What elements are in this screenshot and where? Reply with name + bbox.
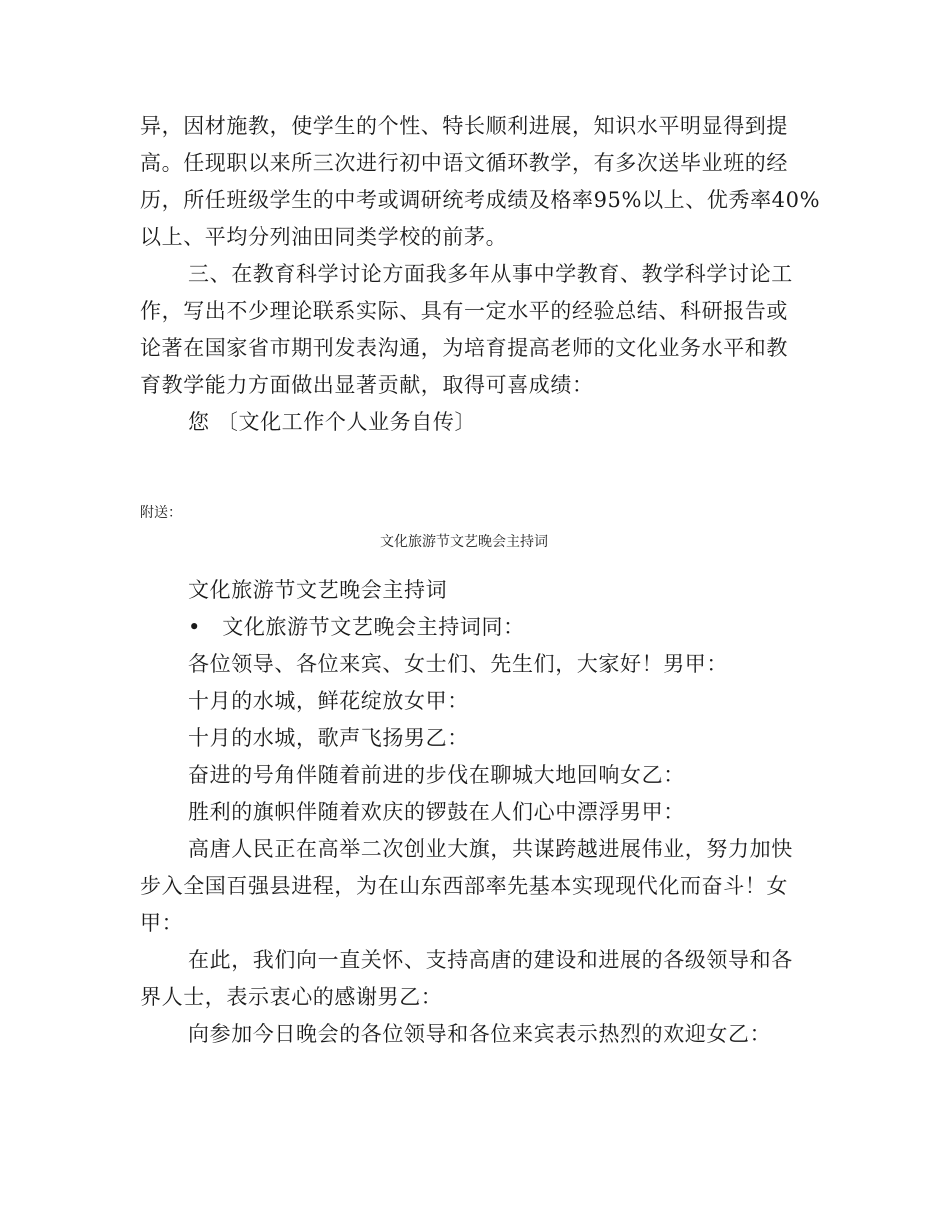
script-line: 胜利的旗帜伴随着欢庆的锣鼓在人们心中漂浮男甲： bbox=[188, 800, 685, 824]
paragraph-line: 三、在教育科学讨论方面我多年从事中学教育、教学科学讨论工 bbox=[188, 262, 793, 286]
script-line: 奋进的号角伴随着前进的步伐在聊城大地回响女乙： bbox=[188, 763, 685, 787]
paragraph-line: 作，写出不少理论联系实际、具有一定水平的经验总结、科研报告或 bbox=[140, 299, 788, 323]
script-line: 高唐人民正在高举二次创业大旗，共谋跨越进展伟业，努力加快 bbox=[188, 837, 793, 861]
paragraph-line: 以上、平均分列油田同类学校的前茅。 bbox=[140, 225, 508, 249]
bullet-text: 文化旅游节文艺晚会主持词同： bbox=[222, 615, 525, 639]
appendix-title: 文化旅游节文艺晚会主持词 bbox=[380, 534, 548, 550]
paragraph-line: 高。任现职以来所三次进行初中语文循环教学，有多次送毕业班的经 bbox=[140, 151, 788, 175]
script-heading: 文化旅游节文艺晚会主持词 bbox=[188, 578, 448, 602]
paragraph-line: 论著在国家省市期刊发表沟通，为培育提高老师的文化业务水平和教 bbox=[140, 336, 788, 360]
script-line: 十月的水城，鲜花绽放女甲： bbox=[188, 689, 469, 713]
script-line: 界人士，表示衷心的感谢男乙： bbox=[140, 985, 443, 1009]
paragraph-line: 育教学能力方面做出显著贡献，取得可喜成绩： bbox=[140, 373, 594, 397]
paragraph-line: 历，所任班级学生的中考或调研统考成绩及格率95%以上、优秀率40% bbox=[140, 188, 821, 212]
script-line: 在此，我们向一直关怀、支持高唐的建设和进展的各级领导和各 bbox=[188, 948, 793, 972]
script-line: 各位领导、各位来宾、女士们、先生们，大家好！男甲： bbox=[188, 652, 728, 676]
bullet-item bbox=[188, 617, 525, 638]
script-line: 十月的水城，歌声飞扬男乙： bbox=[188, 726, 469, 750]
bullet-icon: • bbox=[188, 615, 201, 639]
paragraph-line: 您 〔文化工作个人业务自传〕 bbox=[188, 410, 477, 434]
paragraph-line: 异，因材施教，使学生的个性、特长顺利进展，知识水平明显得到提 bbox=[140, 114, 788, 138]
appendix-label: 附送： bbox=[140, 505, 182, 521]
script-line: 向参加今日晚会的各位领导和各位来宾表示热烈的欢迎女乙： bbox=[188, 1022, 772, 1046]
script-line: 步入全国百强县进程，为在山东西部率先基本实现现代化而奋斗！女 bbox=[140, 874, 788, 898]
script-line: 甲： bbox=[140, 911, 184, 935]
